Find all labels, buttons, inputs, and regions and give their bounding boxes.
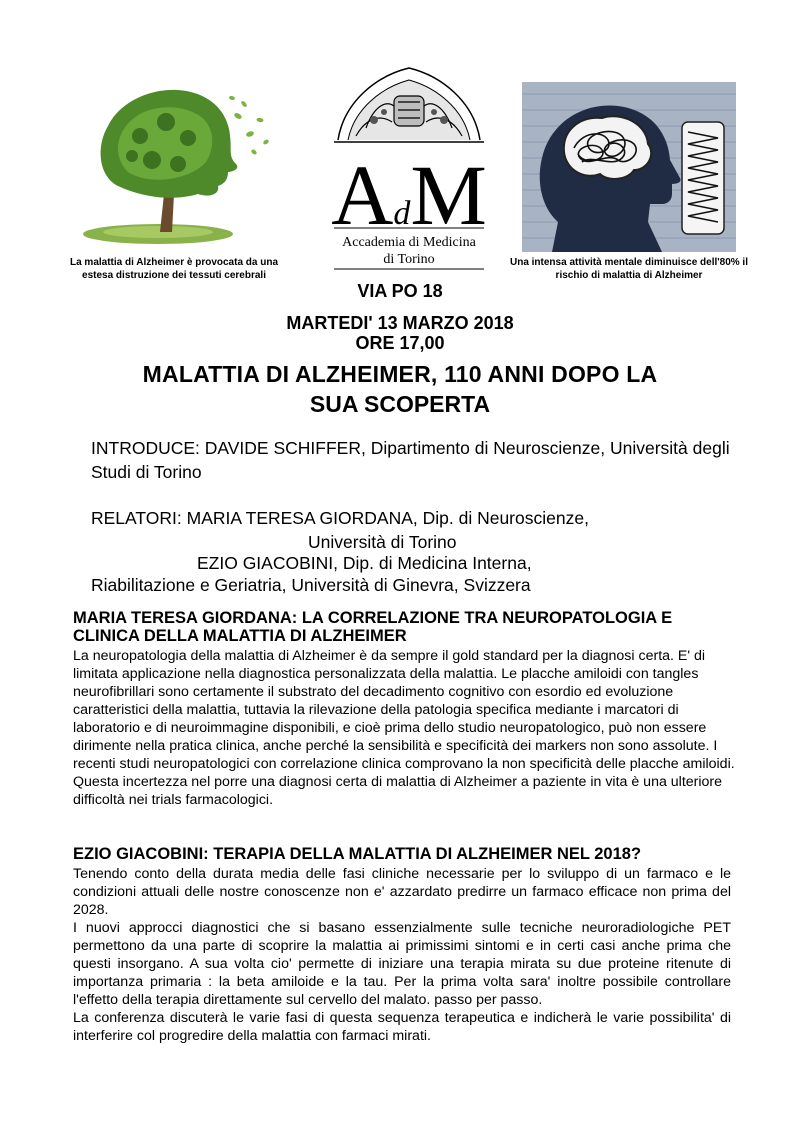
speakers-line4: Riabilitazione e Geriatria, Università di Ginevra, Svizzera (91, 575, 531, 595)
right-image-caption: Una intensa attività mentale diminuisce dell'80% il rischio di malattia di Alzheimer (509, 257, 748, 281)
event-venue: VIA PO 18 (357, 281, 443, 301)
speakers-line2: Università di Torino (308, 532, 457, 552)
section1-body: La neuropatologia della malattia di Alzheimer è da sempre il gold standard per la diagnosi certa. E' di limitata applicazione nella diagnostica personalizzata della malattia. Le placche amiloidi con tangles neurofibrillari sono certamente il substrato del decadimento cognitivo con esordio ed evoluzione caratteristici della malattia, tuttavia la rilevazione della patologia specifica mediante i marcatori di laboratorio e di neuroimmagine disponibili, e cioè prima dello studio neuropatologico, può non essere dirimente nella pratica clinica, anche perché la sensibilità e specificità dei markers non sono assolute. I recenti studi neuropatologici con correlazione clinica comprovano la non specificità delle placche amiloidi. Questa incertezza nel porre una diagnosi certa di malattia di Alzheimer a paziente in vita è una ulteriore difficoltà nei trials farmacologici. (73, 648, 735, 808)
logo-line2: di Torino (383, 252, 435, 267)
speakers-line1: RELATORI: MARIA TERESA GIORDANA, Dip. di Neuroscienze, (91, 508, 589, 528)
alzheimer-tree-head-image (78, 76, 274, 248)
left-image-caption: La malattia di Alzheimer è provocata da una estesa distruzione dei tessuti cerebrali (69, 257, 279, 281)
event-title-line2: SUA SCOPERTA (309, 391, 491, 417)
section2-body (73, 865, 731, 1045)
section2-title: EZIO GIACOBINI: TERAPIA DELLA MALATTIA DI ALZHEIMER NEL 2018? (73, 845, 642, 863)
event-date: MARTEDI' 13 MARZO 2018 (286, 313, 514, 333)
svg-text:AdM: AdM (331, 147, 487, 243)
mental-activity-head-image (522, 82, 736, 252)
introducer: INTRODUCE: DAVIDE SCHIFFER, Dipartimento di Neuroscienze, Università degli Studi di Torino (91, 438, 730, 482)
event-title-line1: MALATTIA DI ALZHEIMER, 110 ANNI DOPO LA (142, 361, 658, 387)
section2-paragraph: La conferenza discuterà le varie fasi di questa sequenza terapeutica e indicherà le varie possibilita' di interferire col progredire della malattia con farmaci mirati. (73, 1010, 731, 1044)
accademia-logo (326, 66, 492, 276)
section1-title: MARIA TERESA GIORDANA: LA CORRELAZIONE TRA NEUROPATOLOGIA E CLINICA DELLA MALATTIA DI ALZHEIMER (73, 609, 673, 645)
section2-paragraph: Tenendo conto della durata media delle fasi cliniche necessarie per lo sviluppo di un farmaco e le condizioni attuali delle nostre conoscenze non e' azzardato predirre un farmaco efficace non prima del 2028. (73, 866, 731, 918)
logo-line1: Accademia di Medicina (342, 235, 476, 250)
event-time: ORE 17,00 (355, 333, 445, 353)
section2-paragraph: I nuovi approcci diagnostici che si basano essenzialmente sulle tecniche neuroradiologiche PET permettono da una parte di scoprire la malattia ai primissimi sintomi e in certi casi anche prima che questi insorgano. A sua volta cio' permette di iniziare una terapia mirata su due proteine ritenute di importanza primaria : la beta amiloide e la tau. Per la prima volta sara' inoltre possibile controllare l'effetto della terapia direttamente sul cervello del malato. passo per passo. (73, 920, 731, 1008)
speakers-line3: EZIO GIACOBINI, Dip. di Medicina Interna, (197, 553, 532, 573)
